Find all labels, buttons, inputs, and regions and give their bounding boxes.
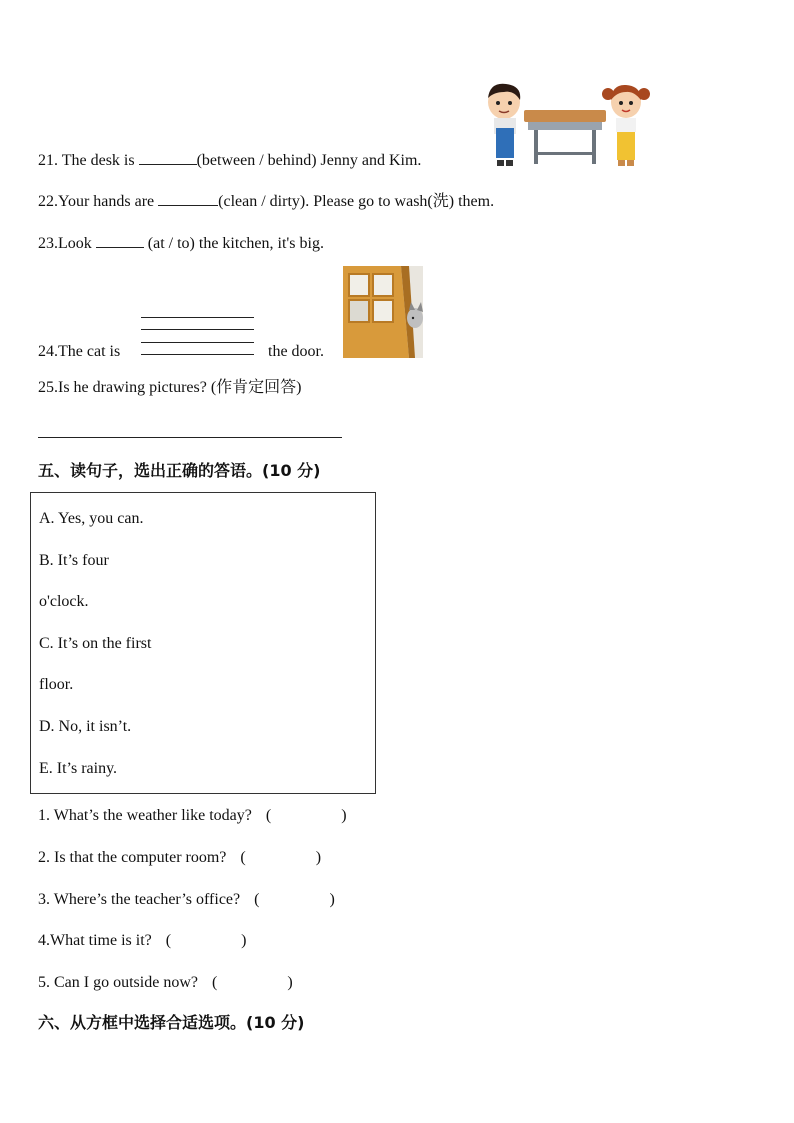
question-text: (between / behind) Jenny and Kim. [196,152,422,169]
option-c: C. It’s on the first [39,635,152,652]
boy-figure [488,84,520,166]
question-text: The cat is [58,343,121,360]
question-text: 4.What time is it? [38,932,152,949]
question-text: . The desk is [54,152,139,169]
answer-paren-open: ( [254,891,260,908]
answer-paren-close: ) [329,891,335,908]
question-23 [38,233,324,254]
question-text: (clean / dirty). Please go to wash(洗) them. [218,193,495,210]
question-text: Look [58,235,96,252]
question-text: Is he drawing pictures? (作肯定回答) [58,379,302,396]
answer-paren-close: ) [241,932,247,949]
question-item [38,806,347,826]
options-box [30,492,376,794]
question-text: the door. [268,343,324,360]
question-item [38,848,321,868]
question-number: 21 [38,152,54,169]
question-text: Your hands are [58,193,159,210]
question-item [38,973,293,993]
section-heading-6: 六、从方框中选择合适选项。(10 分) [38,1013,305,1032]
option-a: A. Yes, you can. [39,510,144,527]
question-text: (at / to) the kitchen, it's big. [143,235,324,252]
answer-blank[interactable] [96,233,144,248]
question-item [38,931,246,951]
question-24 [38,342,120,362]
answer-paren-open: ( [265,807,272,824]
question-number: 23. [38,235,58,252]
answer-blank[interactable] [139,150,197,165]
option-c-continued: floor. [39,676,74,693]
question-22 [38,191,494,212]
answer-blank[interactable] [158,191,218,206]
answer-line[interactable] [38,437,342,438]
question-number: 24. [38,343,58,360]
cat-behind-door-illustration [343,266,423,358]
option-e: E. It’s rainy. [39,760,118,777]
question-24-end [268,342,324,362]
answer-paren-open: ( [240,849,246,866]
question-number: 22. [38,193,58,210]
answer-paren-open: ( [211,974,218,991]
question-text: 5. Can I go outside now? [38,974,198,991]
answer-paren-open: ( [165,932,172,949]
question-text: 3. Where’s the teacher’s office? [38,891,241,908]
girl-figure [602,85,650,166]
answer-paren-close: ) [341,807,347,824]
question-number: 25. [38,379,58,396]
option-b-continued: o'clock. [39,593,89,610]
option-d: D. No, it isn’t. [39,718,132,735]
section-heading-5: 五、读句子，选出正确的答语。(10 分) [38,461,321,480]
answer-paren-close: ) [287,974,293,991]
option-b: B. It’s four [39,552,109,569]
question-item [38,890,335,910]
question-text: 2. Is that the computer room? [38,849,227,866]
question-text: 1. What’s the weather like today? [38,807,252,824]
question-25 [38,378,302,398]
question-21 [38,150,421,171]
children-desk-illustration [484,82,654,168]
four-line-writing-blank[interactable] [141,317,254,355]
answer-paren-close: ) [315,849,322,866]
desk-figure [524,110,606,164]
